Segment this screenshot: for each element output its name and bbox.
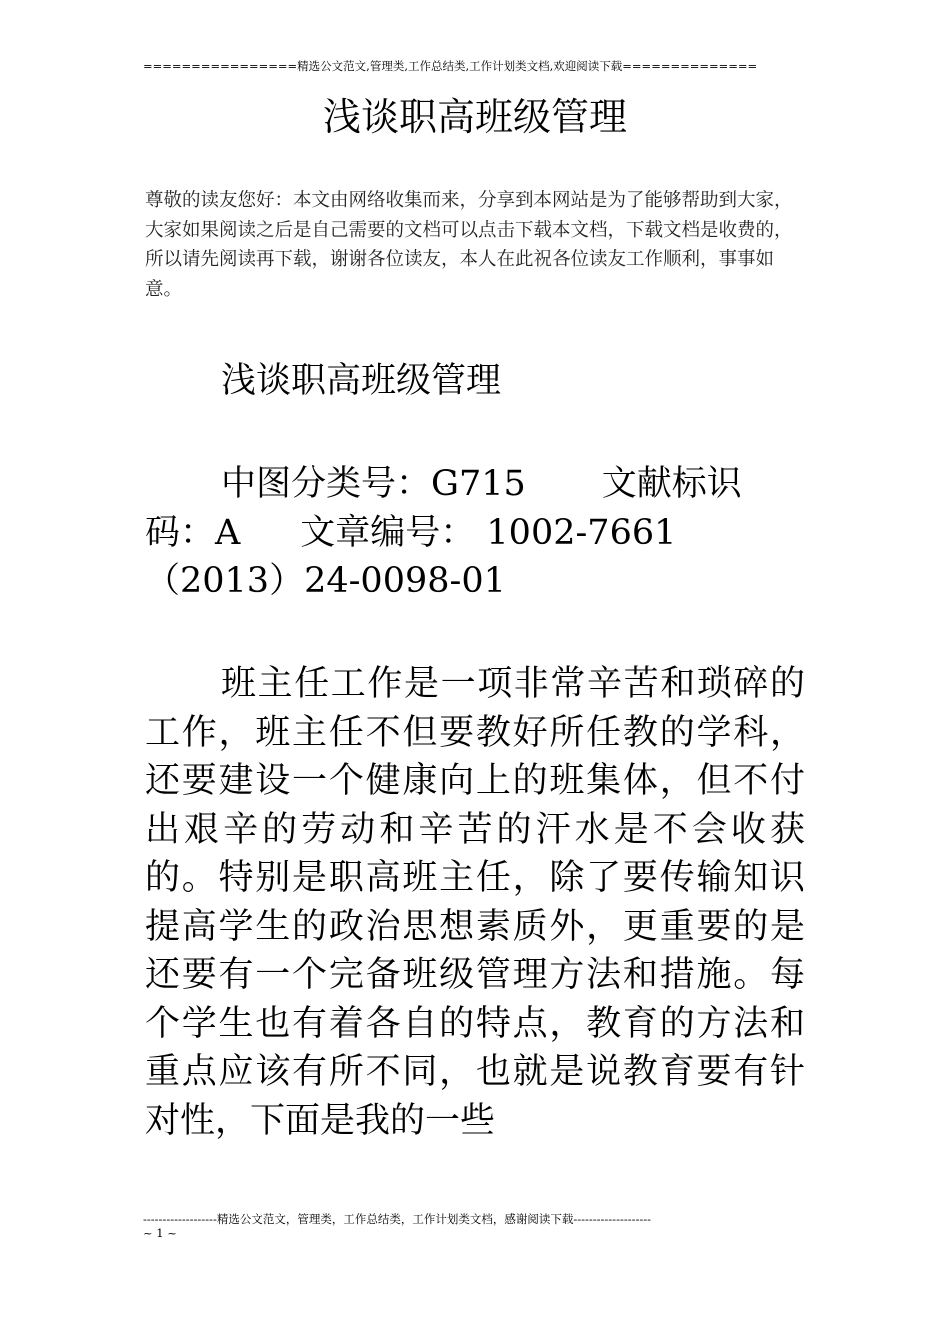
document-code: 文献标识码：A: [145, 464, 742, 553]
article-number: 文章编号： 1002-7661（2013）24-0098-01: [145, 512, 677, 601]
article-subtitle: 浅谈职高班级管理: [221, 361, 502, 401]
document-title: 浅谈职高班级管理: [322, 95, 627, 139]
page-number: ~ 1 ~: [143, 1226, 177, 1240]
body-paragraph: 班主任工作是一项非常辛苦和琐碎的工作，班主任不但要教好所任教的学科，还要建设一个健康向上的班集体，但不付出艰辛的劳动和辛苦的汗水是不会收获的。特别是职高班主任，除了要传输知识提高学生的政治思想素质外，更重要的是还要有一个完备班级管理方法和措施。每个学生也有着各自的特点，教育的方法和重点应该有所不同，也就是说教育要有针对性，下面是我的一些: [145, 664, 805, 1141]
reader-notice: 尊敬的读友您好：本文由网络收集而来，分享到本网站是为了能够帮助到大家，大家如果阅读之后是自己需要的文档可以点击下载本文档，下载文档是收费的，所以请先阅读再下载，谢谢各位读友，本人在此祝各位读友工作顺利，事事如意。: [145, 190, 793, 300]
header-banner: ================精选公文范文,管理类,工作总结类,工作计划类文档,欢迎阅读下载==============: [143, 59, 758, 73]
classification-info: [145, 460, 805, 606]
footer-banner: -------------------精选公文范文，管理类，工作总结类，工作计划类文档，感谢阅读下载--------------------: [143, 1212, 652, 1226]
clc-number: 中图分类号：G715: [221, 464, 526, 504]
